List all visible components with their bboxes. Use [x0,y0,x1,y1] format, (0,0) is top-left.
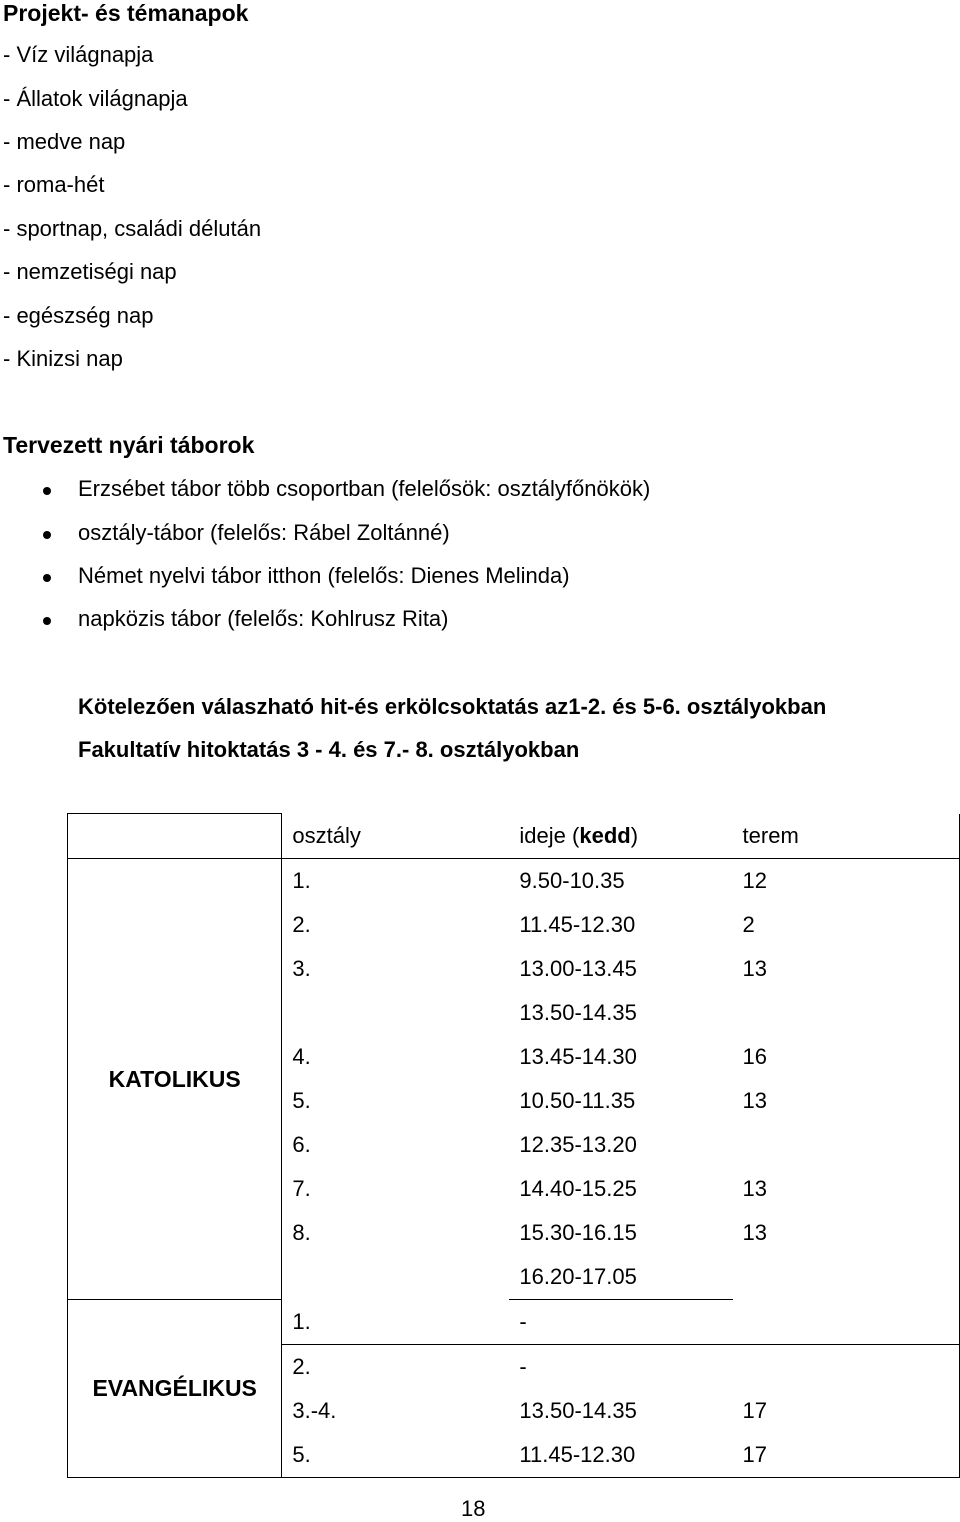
list-item-text: Erzsébet tábor több csoportban (felelősök: osztályfőnökök) [78,476,651,501]
cell-terem [733,1300,960,1345]
list-item: - sportnap, családi délután [3,216,262,241]
cell-osztaly: 5. [282,1079,510,1123]
cell-osztaly: 1. [282,859,510,904]
bullet-icon [43,574,51,582]
header-empty-cell [68,814,282,859]
cell-ideje: 16.20-17.05 [509,1255,732,1300]
page-number: 18 [461,1496,486,1521]
cell-osztaly: 2. [282,1345,510,1390]
bullet-icon [43,531,51,539]
cell-ideje: - [519,1354,527,1379]
cell-osztaly: 3. [282,947,510,1035]
cell-ideje: 9.50-10.35 [519,868,625,893]
cell-ideje: 13.50-14.35 [519,1398,637,1423]
cell-osztaly: 6. [282,1123,510,1167]
cell-ideje: 15.30-16.15 [519,1220,637,1245]
camps-heading: Tervezett nyári táborok [3,432,255,458]
list-item [0,520,960,550]
cell-ideje: 13.50-14.35 [519,1000,637,1025]
cell-terem: 16 [733,1035,960,1079]
table-row [68,1300,960,1345]
cell-terem: 12 [733,859,960,904]
list-item [0,563,960,593]
cell-ideje: 11.45-12.30 [519,912,636,937]
cell-osztaly: 2. [282,903,510,947]
header-osztaly: osztály [282,814,510,859]
list-item: - egészség nap [3,303,154,328]
header-ideje-prefix: ideje ( [519,822,580,848]
header-ideje-day: kedd [579,822,631,848]
cell-ideje: 11.45-12.30 [509,1433,732,1478]
header-ideje [509,814,732,859]
cell-ideje: 12.35-13.20 [519,1132,637,1157]
table-header-row [68,814,960,859]
cell-osztaly: 3.-4. [282,1389,510,1433]
list-item: - roma-hét [3,172,105,197]
cell-ideje: - [509,1300,732,1345]
denomination-katolikus: KATOLIKUS [68,859,282,1300]
list-item-text: napközis tábor (felelős: Kohlrusz Rita) [78,606,449,631]
cell-osztaly: 5. [282,1433,510,1478]
list-item-text: Német nyelvi tábor itthon (felelős: Dienes Melinda) [78,563,570,588]
projects-heading: Projekt- és témanapok [3,0,249,26]
cell-terem: 13 [733,947,960,1035]
cell-terem: 17 [733,1389,960,1433]
cell-terem: 13 [733,1211,960,1300]
cell-ideje: 14.40-15.25 [519,1176,637,1201]
religion-line-1: Kötelezően válaszható hit-és erkölcsoktatás az1-2. és 5-6. osztályokban [78,694,827,719]
religion-line-2: Fakultatív hitoktatás 3 - 4. és 7.- 8. osztályokban [78,737,580,762]
cell-osztaly: 7. [282,1167,510,1211]
bullet-icon [43,487,51,495]
cell-osztaly: 8. [282,1211,510,1300]
header-terem: terem [733,814,960,859]
cell-ideje: 13.00-13.45 [519,956,637,981]
bullet-icon [43,617,51,625]
list-item: - nemzetiségi nap [3,259,177,284]
list-item: - Állatok világnapja [3,86,188,111]
list-item-text: osztály-tábor (felelős: Rábel Zoltánné) [78,520,450,545]
schedule-table [67,813,960,1478]
cell-terem [733,1345,960,1390]
cell-osztaly: 4. [282,1035,510,1079]
list-item: - Kinizsi nap [3,346,123,371]
cell-terem [733,1123,960,1167]
cell-terem: 17 [733,1433,960,1478]
cell-ideje: 13.45-14.30 [519,1044,637,1069]
table-row [68,859,960,904]
denomination-evangelikus: EVANGÉLIKUS [68,1300,282,1478]
list-item [0,606,960,636]
list-item [0,476,960,506]
cell-terem: 13 [733,1167,960,1211]
cell-terem: 13 [733,1079,960,1123]
cell-ideje: 10.50-11.35 [519,1088,636,1113]
list-item: - Víz világnapja [3,42,154,67]
header-ideje-suffix: ) [630,822,639,848]
cell-terem: 2 [733,903,960,947]
cell-osztaly: 1. [282,1300,510,1345]
list-item: - medve nap [3,129,126,154]
